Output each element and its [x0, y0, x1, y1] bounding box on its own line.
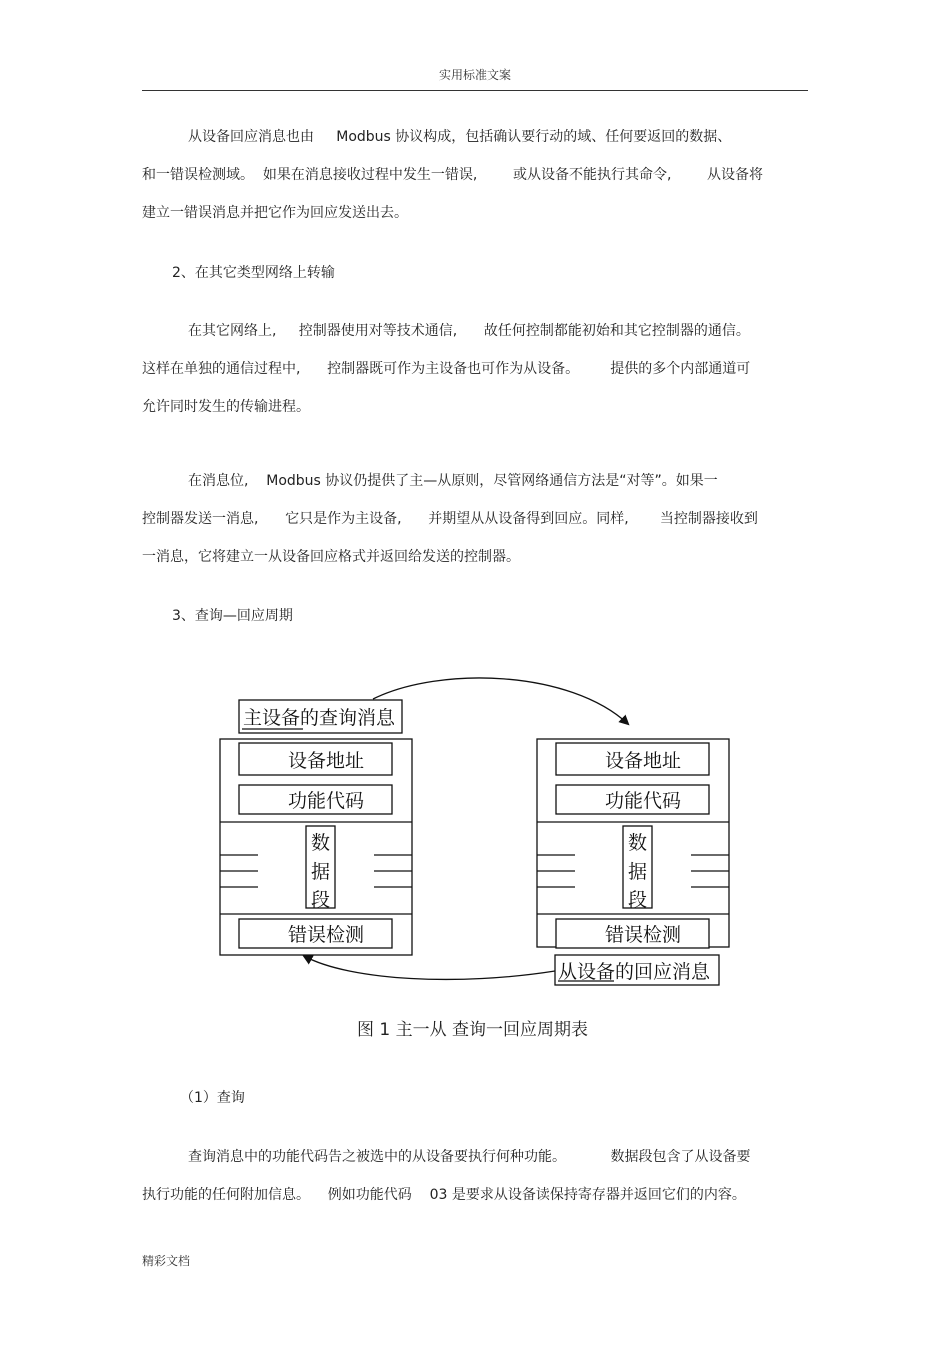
- right-message-frame: [537, 739, 729, 948]
- left-data-char-2: 据: [311, 861, 331, 883]
- page-header: 实用标准文案: [438, 68, 511, 82]
- paragraph-4-line-1: 查询消息中的功能代码告之被选中的从设备要执行何种功能。 数据段包含了从设备要: [188, 1149, 751, 1165]
- right-function-field: 功能代码: [605, 790, 682, 812]
- paragraph-3-line-1: 在消息位, Modbus 协议仍提供了主—从原则，尽管网络通信方法是“对等”。如果一: [188, 473, 718, 489]
- left-data-char-1: 数: [311, 832, 331, 854]
- header-rule: [142, 90, 808, 91]
- left-data-char-3: 段: [311, 889, 331, 911]
- section-2-heading: 2、在其它类型网络上转输: [172, 265, 335, 281]
- section-3-heading: 3、查询—回应周期: [172, 608, 293, 624]
- right-data-char-1: 数: [628, 832, 648, 854]
- paragraph-3-line-2: 控制器发送一消息, 它只是作为主设备, 并期望从从设备得到回应。同样, 当控制器接收到: [142, 511, 758, 527]
- query-arrow: [373, 678, 628, 724]
- left-error-field: 错误检测: [288, 924, 365, 946]
- right-data-char-3: 段: [628, 889, 648, 911]
- paragraph-1-line-3: 建立一错误消息并把它作为回应发送出去。: [142, 205, 408, 221]
- figure-caption: 图 1 主一从 查询一回应周期表: [357, 1020, 589, 1040]
- paragraph-1-line-2: 和一错误检测域。 如果在消息接收过程中发生一错误, 或从设备不能执行其命令, 从设备将: [142, 167, 764, 183]
- paragraph-4-line-2: 执行功能的任何附加信息。 例如功能代码 03 是要求从设备读保持寄存器并返回它们的内容。: [142, 1187, 746, 1203]
- left-function-field: 功能代码: [288, 790, 365, 812]
- left-address-field: 设备地址: [288, 750, 365, 772]
- paragraph-2-line-2: 这样在单独的通信过程中, 控制器既可作为主设备也可作为从设备。 提供的多个内部通道可: [142, 361, 751, 377]
- paragraph-2-line-1: 在其它网络上, 控制器使用对等技术通信, 故任何控制都能初始和其它控制器的通信。: [188, 323, 750, 339]
- paragraph-2-line-3: 允许同时发生的传输进程。: [142, 399, 310, 415]
- subsection-query-heading: （1）查询: [180, 1090, 245, 1106]
- paragraph-3-line-3: 一消息，它将建立一从设备回应格式并返回给发送的控制器。: [142, 549, 520, 565]
- right-address-field: 设备地址: [605, 750, 682, 772]
- paragraph-1-line-1: 从设备回应消息也由 Modbus 协议构成，包括确认要行动的域、任何要返回的数据、: [188, 129, 732, 145]
- query-response-diagram: [210, 676, 730, 1046]
- right-data-char-2: 据: [628, 861, 648, 883]
- response-arrow: [304, 956, 555, 979]
- left-message-frame: [220, 739, 412, 955]
- slave-response-label: 从设备的回应消息: [558, 961, 711, 983]
- master-query-label: 主设备的查询消息: [243, 707, 396, 729]
- page-footer: 精彩文档: [142, 1254, 191, 1268]
- right-error-field: 错误检测: [605, 924, 682, 946]
